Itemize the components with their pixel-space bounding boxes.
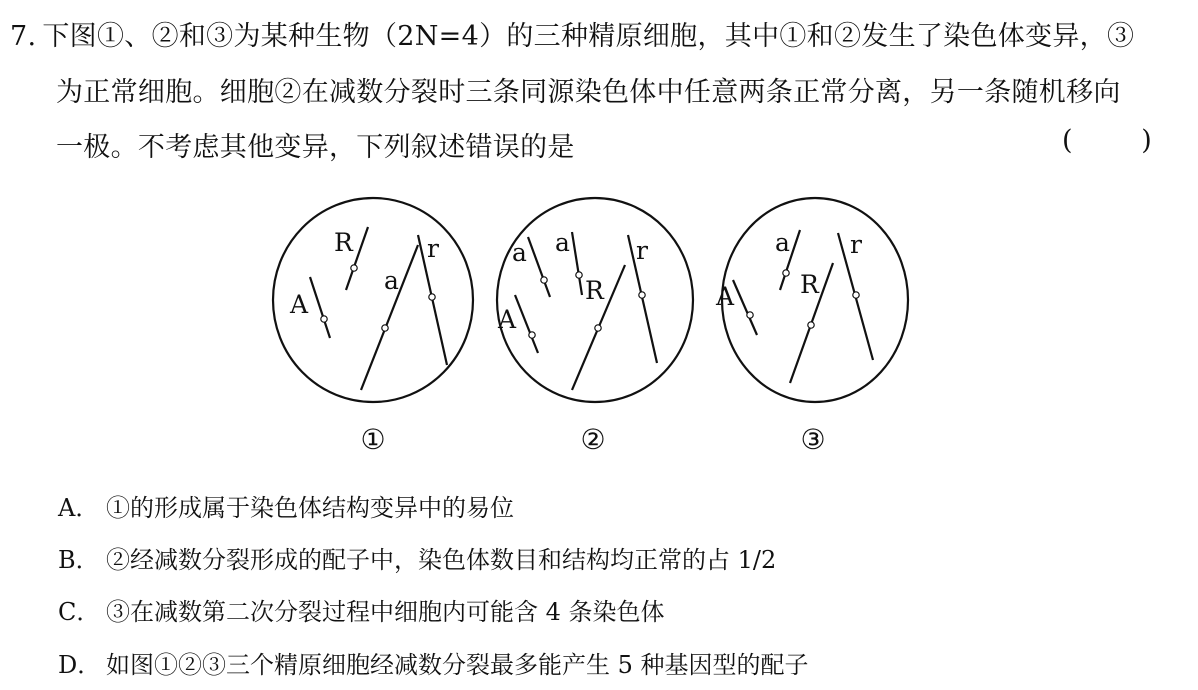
gene-label: R (334, 228, 353, 257)
cell-2-chromosome-A (515, 295, 538, 353)
cell-label-2: ② (580, 423, 606, 456)
question-number: 7. (10, 21, 37, 52)
gene-label: a (555, 228, 570, 257)
question-line-1 (10, 14, 1134, 53)
option-b-letter: B． (58, 546, 100, 574)
option-a-letter: A． (58, 494, 100, 522)
gene-label: A (498, 305, 517, 334)
cell-3-chromosome-A (733, 280, 757, 335)
gene-label: r (427, 234, 439, 263)
option-d-text: 如图①②③三个精原细胞经减数分裂最多能产生 5 种基因型的配子 (106, 651, 809, 679)
centromere (639, 292, 645, 298)
centromere (747, 312, 753, 318)
cell-1-chromosome-A (310, 277, 330, 338)
cell-2-chromosome-a2 (572, 232, 582, 295)
gene-label: a (512, 238, 527, 267)
question-text-1: 下图①、②和③为某种生物（2N=4）的三种精原细胞，其中①和②发生了染色体变异，③ (42, 21, 1135, 52)
option-a-text: ①的形成属于染色体结构变异中的易位 (106, 494, 514, 522)
gene-label: R (585, 276, 604, 305)
cell-label-1: ① (360, 423, 386, 456)
centromere (351, 265, 357, 271)
cell-3-membrane (722, 198, 908, 402)
gene-label: A (290, 290, 309, 319)
question-line-3: 一极。不考虑其他变异，下列叙述错误的是 (56, 132, 575, 163)
option-d-letter: D． (58, 651, 102, 679)
cell-2-chromosome-a1 (528, 237, 550, 297)
centromere (529, 332, 535, 338)
centromere (429, 294, 435, 300)
gene-label: a (775, 228, 790, 257)
answer-blank: ( ) (1062, 125, 1152, 156)
centromere (783, 270, 789, 276)
option-c[interactable] (58, 592, 665, 627)
gene-label: a (384, 266, 399, 295)
question-line-2: 为正常细胞。细胞②在减数分裂时三条同源染色体中任意两条正常分离，另一条随机移向 (56, 77, 1121, 108)
gene-label: R (800, 270, 819, 299)
gene-label: r (850, 230, 862, 259)
gene-label: r (636, 236, 648, 265)
centromere (595, 325, 601, 331)
centromere (853, 292, 859, 298)
centromere (382, 325, 388, 331)
cell-figure (270, 195, 920, 460)
centromere (541, 277, 547, 283)
cell-label-3: ③ (800, 423, 826, 456)
centromere (576, 272, 582, 278)
option-b[interactable] (58, 540, 776, 575)
option-d[interactable] (58, 645, 809, 680)
gene-label: A (716, 282, 735, 311)
centromere (321, 316, 327, 322)
option-a[interactable] (58, 488, 514, 523)
option-c-letter: C． (58, 598, 101, 626)
option-c-text: ③在减数第二次分裂过程中细胞内可能含 4 条染色体 (106, 598, 665, 626)
option-b-text: ②经减数分裂形成的配子中，染色体数目和结构均正常的占 1/2 (106, 546, 777, 574)
centromere (808, 322, 814, 328)
